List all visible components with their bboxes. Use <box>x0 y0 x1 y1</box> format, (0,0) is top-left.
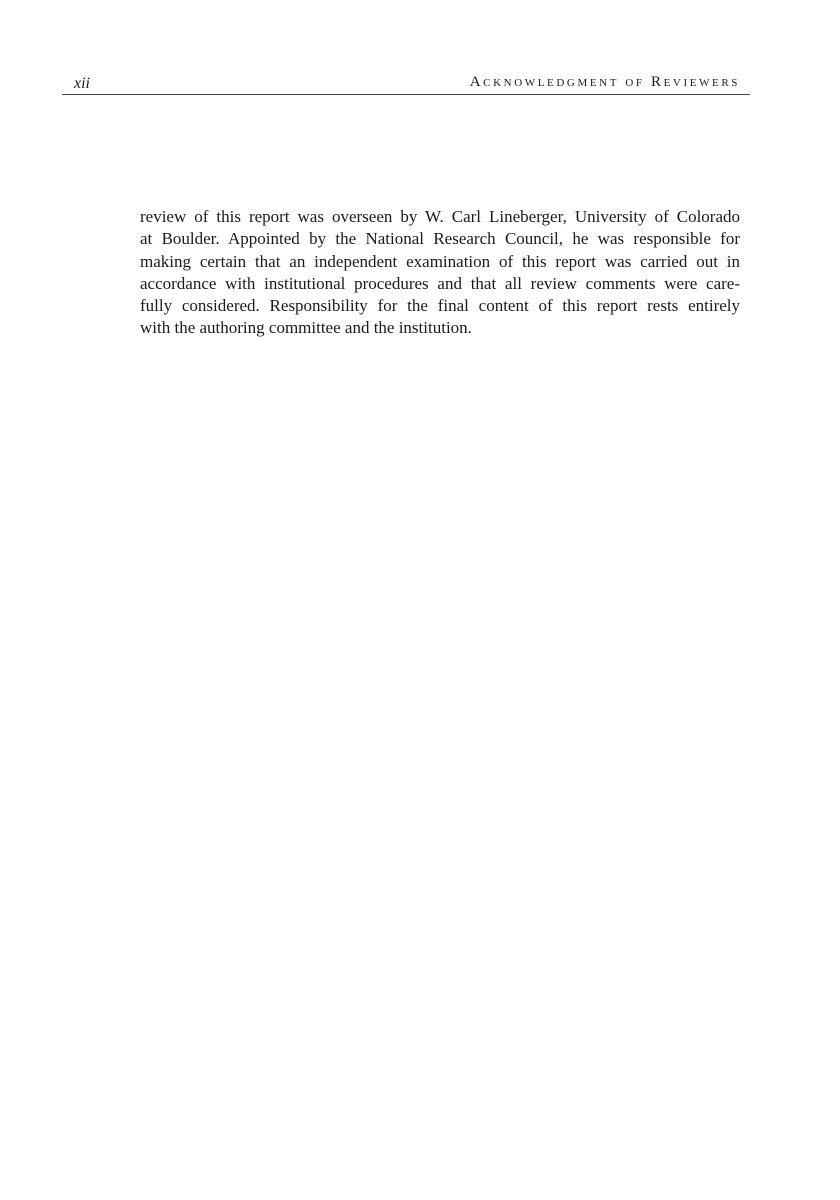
page-number: xii <box>74 75 90 92</box>
text-line: making certain that an independent examination of this report was carried out in <box>140 251 740 271</box>
running-title: Acknowledgment of Reviewers <box>469 74 740 90</box>
text-line: fully considered. Responsibility for the final content of this report rests entirely <box>140 296 740 316</box>
text-line: review of this report was overseen by W. Carl Lineberger, University of Colorado <box>140 207 740 226</box>
page-header <box>62 72 750 95</box>
text-line: with the authoring committee and the institution. <box>140 318 472 338</box>
body-paragraph <box>140 206 740 340</box>
text-line: at Boulder. Appointed by the National Research Council, he was responsible for <box>140 229 740 249</box>
text-line: accordance with institutional procedures and that all review comments were care- <box>140 273 740 293</box>
